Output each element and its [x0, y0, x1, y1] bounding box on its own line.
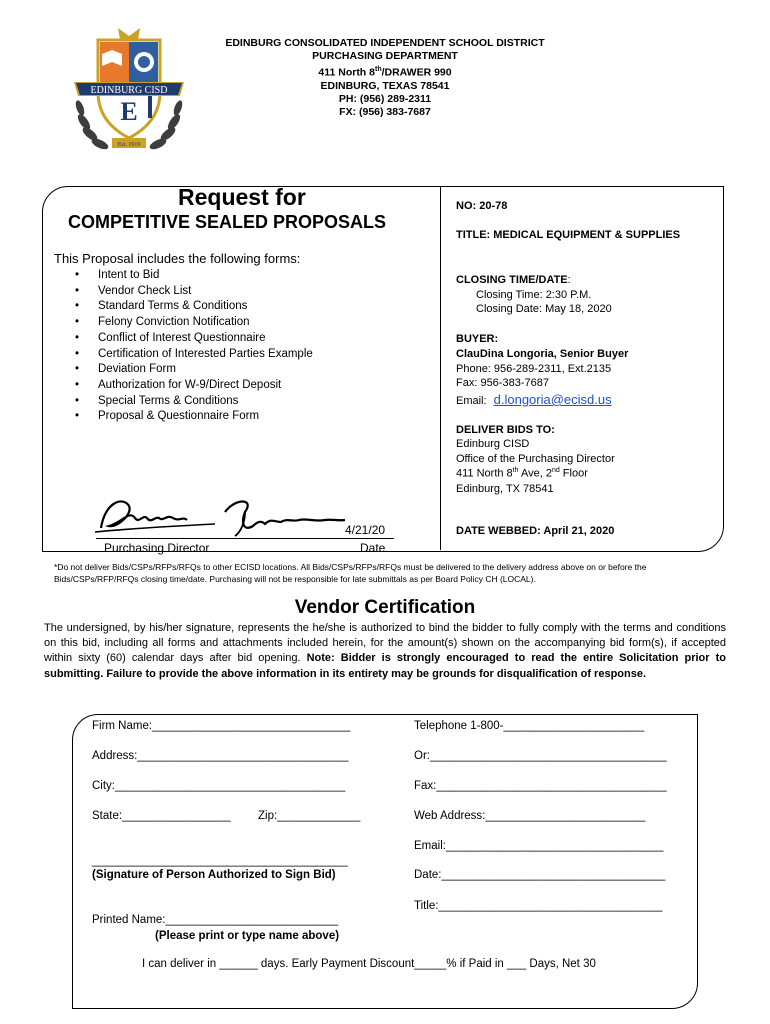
deliver-line-3: 411 North 8th Ave, 2nd Floor: [456, 467, 588, 480]
bid-signature-label: (Signature of Person Authorized to Sign Bid): [92, 869, 336, 881]
svg-text:EDINBURG CISD: EDINBURG CISD: [90, 85, 168, 96]
web-address-field[interactable]: Web Address:_________________________: [414, 810, 646, 822]
title-field[interactable]: Title:___________________________________: [414, 900, 663, 912]
buyer-email-row: [456, 392, 612, 407]
firm-name-field[interactable]: Firm Name:_______________________________: [92, 720, 351, 732]
date-field[interactable]: Date:___________________________________: [414, 869, 666, 881]
deliver-label: DELIVER BIDS TO:: [456, 424, 555, 436]
date-webbed: DATE WEBBED: April 21, 2020: [456, 525, 615, 537]
deliver-line-1: Edinburg CISD: [456, 438, 530, 450]
buyer-label: BUYER:: [456, 333, 499, 345]
date-label: Date: [360, 541, 386, 555]
closing-label: CLOSING TIME/DATE:: [456, 274, 571, 286]
printed-name-field[interactable]: Printed Name:___________________________: [92, 914, 339, 926]
forms-intro: This Proposal includes the following forms:: [54, 251, 301, 266]
district-phone: PH: (956) 289-2311: [338, 92, 432, 105]
buyer-fax: Fax: 956-383-7687: [456, 377, 549, 389]
delivery-terms-field[interactable]: I can deliver in ______ days. Early Payment Discount_____% if Paid in ___ Days, Net 30: [142, 958, 596, 970]
vendor-certification-text: The undersigned, by his/her signature, represents the he/she is authorized to bind the bidder to fully comply with the terms and conditions on this bid, including all forms and attachments included herein, for the amount(s) shown on the accompanying bid form(s), if accepted within sixty (60) calendar days after bid opening. Note: Bidder is strongly encouraged to read the entire Solicitation prior to submitting. Failure to provide the above information in its entirety may be grounds for disqualification of response.: [44, 622, 726, 680]
bid-title: TITLE: MEDICAL EQUIPMENT & SUPPLIES: [456, 229, 681, 241]
district-name: EDINBURG CONSOLIDATED INDEPENDENT SCHOOL DISTRICT: [225, 37, 545, 49]
deliver-line-2: Office of the Purchasing Director: [456, 453, 615, 465]
district-city: EDINBURG, TEXAS 78541: [320, 79, 450, 92]
district-fax: FX: (956) 383-7687: [339, 105, 431, 118]
bid-number: NO: 20-78: [456, 200, 508, 212]
request-box-divider: [440, 187, 441, 550]
forms-list-item: • Intent to Bid: [60, 268, 313, 284]
svg-text:Est. 1919: Est. 1919: [117, 142, 141, 148]
purchasing-director-signature: [95, 492, 360, 538]
forms-list-item: • Special Terms & Conditions: [60, 394, 313, 410]
telephone-field[interactable]: Telephone 1-800-______________________: [414, 720, 645, 732]
buyer-name: ClauDina Longoria, Senior Buyer: [456, 348, 629, 360]
closing-time: Closing Time: 2:30 P.M.: [476, 289, 592, 301]
deliver-line-4: Edinburg, TX 78541: [456, 483, 554, 495]
vendor-certification-title: Vendor Certification: [294, 597, 476, 618]
district-address: 411 North 8th/DRAWER 990: [318, 66, 452, 79]
department-name: PURCHASING DEPARTMENT: [312, 50, 458, 62]
buyer-phone: Phone: 956-289-2311, Ext.2135: [456, 363, 612, 375]
forms-list-item: • Proposal & Questionnaire Form: [60, 409, 313, 425]
forms-list-item: • Deviation Form: [60, 362, 313, 378]
closing-date: Closing Date: May 18, 2020: [476, 303, 612, 315]
forms-list-item: • Standard Terms & Conditions: [60, 299, 313, 315]
district-header: [160, 37, 610, 119]
forms-list: [60, 268, 313, 425]
forms-list-item: • Certification of Interested Parties Example: [60, 347, 313, 363]
state-field[interactable]: State:_________________: [92, 810, 231, 822]
purchasing-director-label: Purchasing Director: [104, 541, 210, 555]
email-field[interactable]: Email:__________________________________: [414, 840, 664, 852]
delivery-footnote: *Do not deliver Bids/CSPs/RFPs/RFQs to other ECISD locations. All Bids/CSPs/RFPs/RFQs must be delivered to the delivery address above on or before the Bids/CSPs/RFP/RFQs closing time/date. Purchasing will not be responsible for late submittals as per Board Policy CH (LOCAL).: [54, 562, 647, 584]
address-field[interactable]: Address:_________________________________: [92, 750, 349, 762]
fax-field[interactable]: Fax:____________________________________: [414, 780, 667, 792]
forms-list-item: • Authorization for W-9/Direct Deposit: [60, 378, 313, 394]
city-field[interactable]: City:____________________________________: [92, 780, 346, 792]
zip-field[interactable]: Zip:_____________: [258, 810, 361, 822]
buyer-email-label: Email:: [456, 395, 487, 407]
forms-list-item: • Vendor Check List: [60, 284, 313, 300]
forms-list-item: • Conflict of Interest Questionnaire: [60, 331, 313, 347]
request-subtitle: COMPETITIVE SEALED PROPOSALS: [68, 212, 387, 232]
forms-list-item: • Felony Conviction Notification: [60, 315, 313, 331]
print-note: (Please print or type name above): [155, 930, 340, 942]
request-title: Request for: [178, 184, 306, 210]
buyer-email-link[interactable]: d.longoria@ecisd.us: [493, 392, 612, 407]
signature-line: [96, 538, 394, 539]
bid-signature-line[interactable]: ________________________________________: [92, 855, 348, 867]
signature-date: 4/21/20: [345, 523, 386, 537]
svg-text:E: E: [120, 97, 138, 126]
or-field[interactable]: Or:_____________________________________: [414, 750, 667, 762]
